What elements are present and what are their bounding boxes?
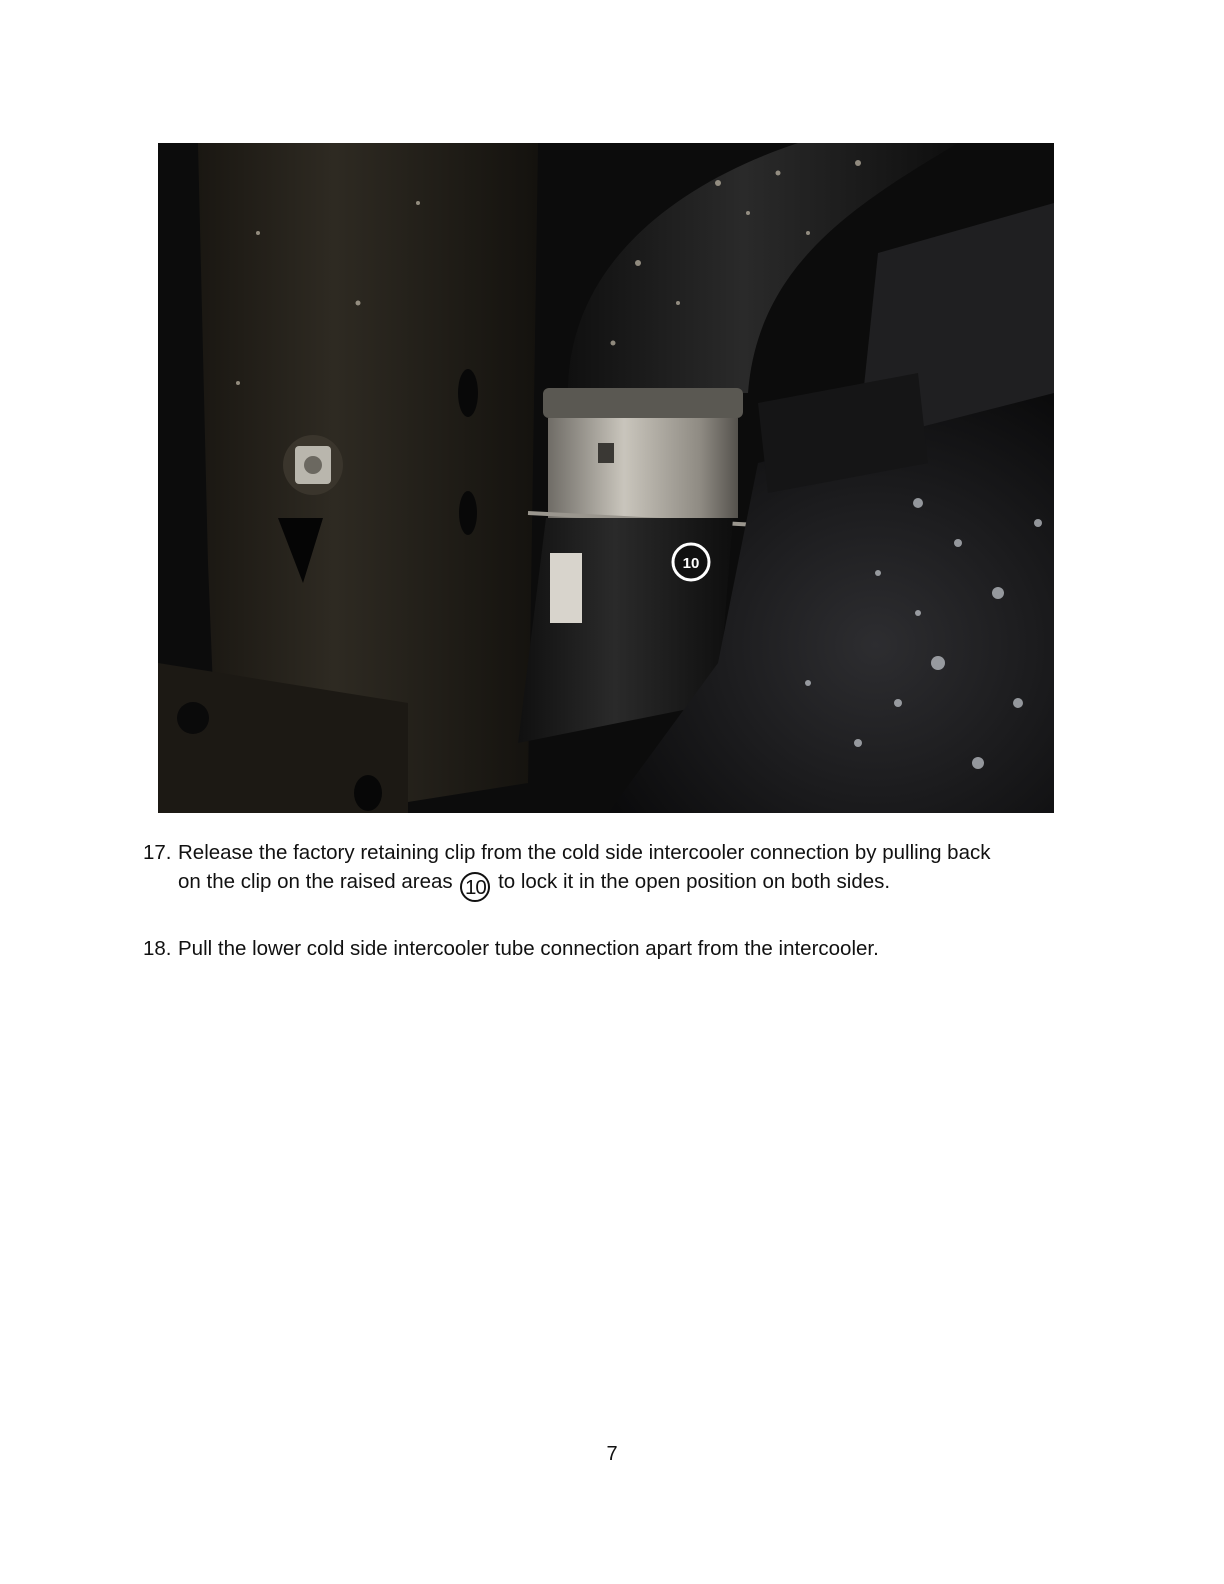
photo-callout-marker (673, 544, 709, 580)
step-18 (143, 934, 1073, 963)
step-text-line2-end: to lock it in the open position on both sides. (498, 870, 891, 893)
step-text-line2-start: on the clip on the raised areas (178, 870, 453, 893)
instruction-steps (143, 838, 1073, 995)
step-17 (143, 838, 1073, 902)
step-text-line1: Release the factory retaining clip from the cold side intercooler connection by pulling back (178, 841, 991, 864)
step-number: 17. (143, 841, 172, 864)
step-text: Pull the lower cold side intercooler tube connection apart from the intercooler. (178, 937, 879, 960)
instruction-photo (158, 143, 1054, 813)
page-number: 7 (606, 1443, 618, 1465)
callout-ref-icon: 10 (460, 872, 490, 902)
step-number: 18. (143, 937, 172, 960)
photo-callout-label: 10 (682, 555, 700, 572)
